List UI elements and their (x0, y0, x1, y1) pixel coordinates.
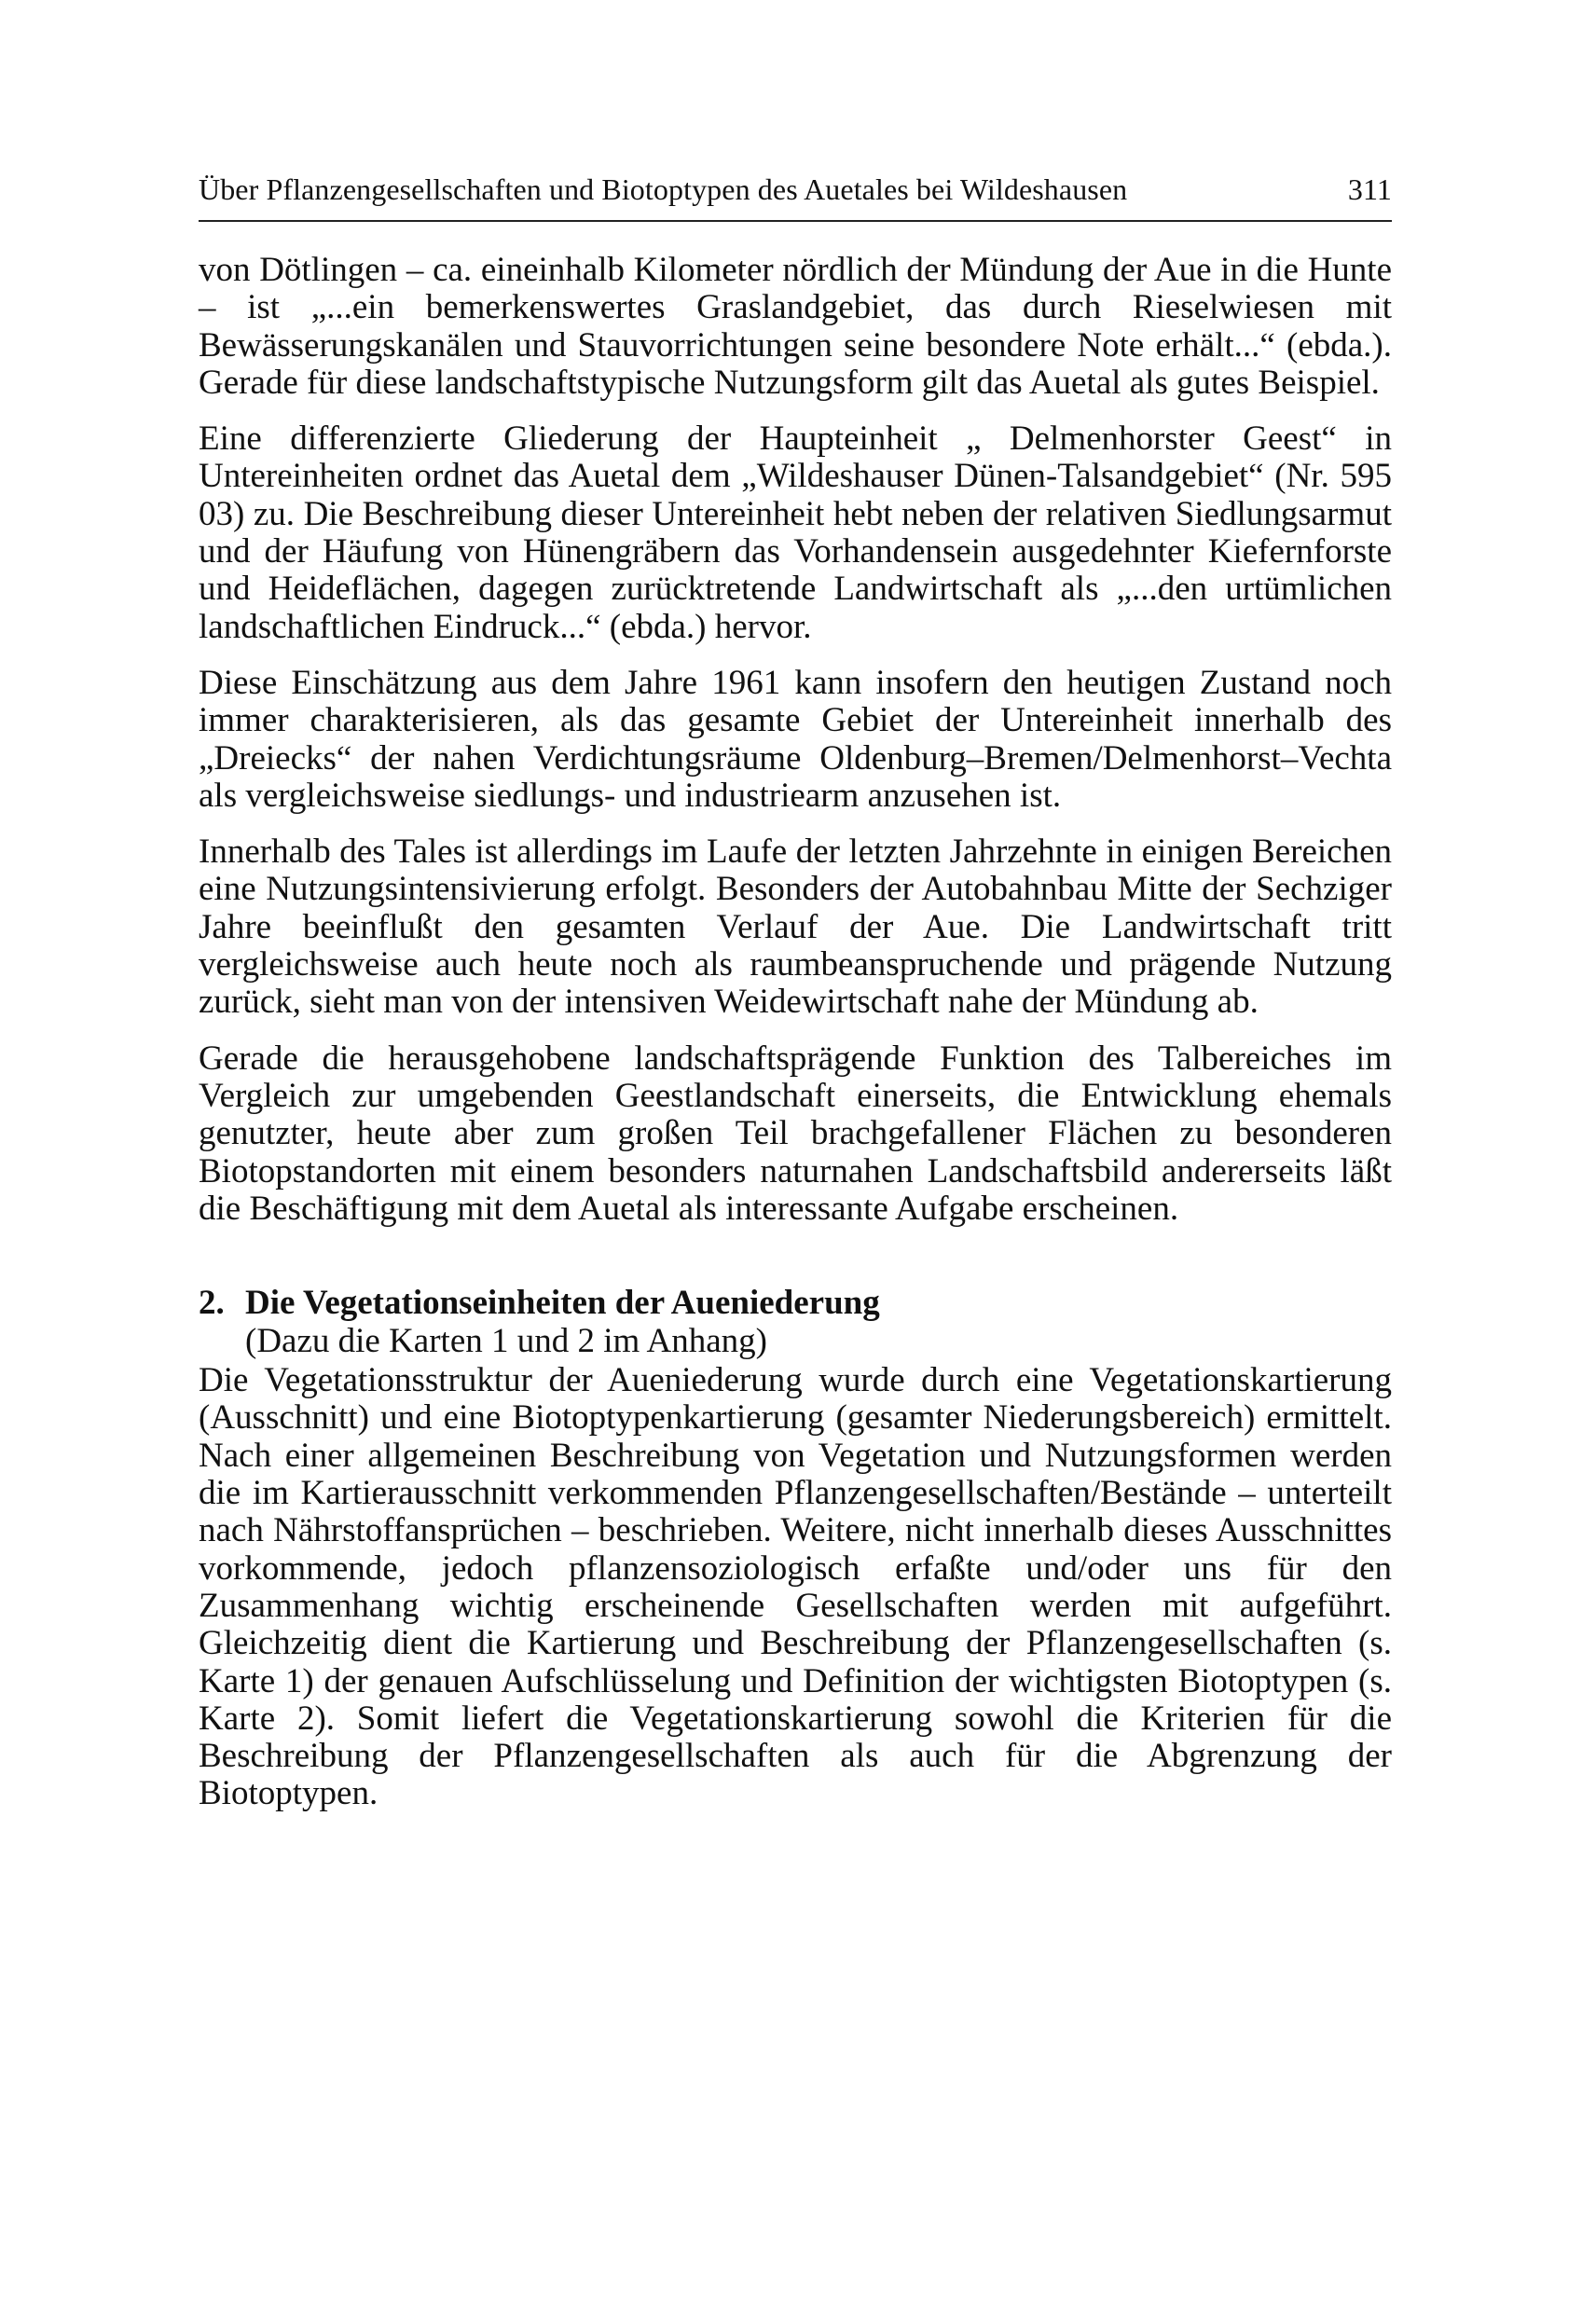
running-title: Über Pflanzengesellschaften und Biotoptypen des Auetales bei Wildeshausen (199, 172, 1128, 206)
section-subtitle: (Dazu die Karten 1 und 2 im Anhang) (245, 1322, 767, 1361)
header-rule (199, 220, 1392, 222)
paragraph-5: Gerade die herausgehobene landschaftsprägende Funktion des Talbereiches im Vergleich zur umgebenden Geestlandschaft einerseits, die Entwicklung ehemals genutzter, heute aber zum großen Teil brachgefallener Flächen zu besonderen Biotopstandorten mit einem besonders naturnahen Landschaftsbild andererseits läßt die Beschäftigung mit dem Auetal als interessante Aufgabe erscheinen. (199, 1039, 1392, 1228)
section-number: 2. (199, 1284, 225, 1323)
section-heading (199, 1284, 1392, 1360)
section-title: Die Vegetationseinheiten der Aueniederung (245, 1284, 880, 1323)
page-number: 311 (1347, 172, 1392, 206)
body-text (199, 252, 1392, 1832)
paragraph-3: Diese Einschätzung aus dem Jahre 1961 kann insofern den heutigen Zustand noch immer charakterisieren, als das gesamte Gebiet der Untereinheit innerhalb des „Dreiecks“ der nahen Verdichtungsräume Oldenburg–Bremen/Delmenhorst–Vechta als vergleichsweise siedlungs- und industriearm anzusehen ist. (199, 663, 1392, 815)
paragraph-1: von Dötlingen – ca. eineinhalb Kilometer nördlich der Mündung der Aue in die Hunte – ist „...ein bemerkenswertes Graslandgebiet, das durch Rieselwiesen mit Bewässerungskanälen und Stauvorrichtungen seine besondere Note erhält...“ (ebda.). Gerade für diese landschaftstypische Nutzungsform gilt das Auetal als gutes Beispiel. (199, 251, 1392, 402)
paragraph-2: Eine differenzierte Gliederung der Haupteinheit „ Delmenhorster Geest“ in Untereinheiten ordnet das Auetal dem „Wildeshauser Dünen-Talsandgebiet“ (Nr. 595 03) zu. Die Beschreibung dieser Untereinheit hebt neben der relativen Siedlungsarmut und der Häufung von Hünengräbern das Vorhandensein ausgedehnter Kiefernforste und Heideflächen, dagegen zurücktretende Landwirtschaft als „...den urtümlichen landschaftlichen Eindruck...“ (ebda.) hervor. (199, 420, 1392, 646)
section-paragraph: Die Vegetationsstruktur der Aueniederung wurde durch eine Vegetationskartierung (Ausschnitt) und eine Biotoptypenkartierung (gesamter Niederungsbereich) ermittelt. Nach einer allgemeinen Beschreibung von Vegetation und Nutzungsformen werden die im Kartierausschnitt verkommenden Pflanzengesellschaften/Bestände – unterteilt nach Nährstoffansprüchen – beschrieben. Weitere, nicht innerhalb dieses Ausschnittes vorkommende, jedoch pflanzensoziologisch erfaßte und/oder uns für den Zusammenhang wichtig erscheinende Gesellschaften werden mit aufgeführt. Gleichzeitig dient die Kartierung und Beschreibung der Pflanzengesellschaften (s. Karte 1) der genauen Aufschlüsselung und Definition der wichtigsten Biotoptypen (s. Karte 2). Somit liefert die Vegetationskartierung sowohl die Kriterien für die Beschreibung der Pflanzengesellschaften als auch für die Abgrenzung der Biotoptypen. (199, 1361, 1392, 1813)
paragraph-4: Innerhalb des Tales ist allerdings im Laufe der letzten Jahrzehnte in einigen Bereichen eine Nutzungsintensivierung erfolgt. Besonders der Autobahnbau Mitte der Sechziger Jahre beeinflußt den gesamten Verlauf der Aue. Die Landwirtschaft tritt vergleichsweise auch heute noch als raumbeanspruchende und prägende Nutzung zurück, sieht man von der intensiven Weidewirtschaft nahe der Mündung ab. (199, 833, 1392, 1022)
